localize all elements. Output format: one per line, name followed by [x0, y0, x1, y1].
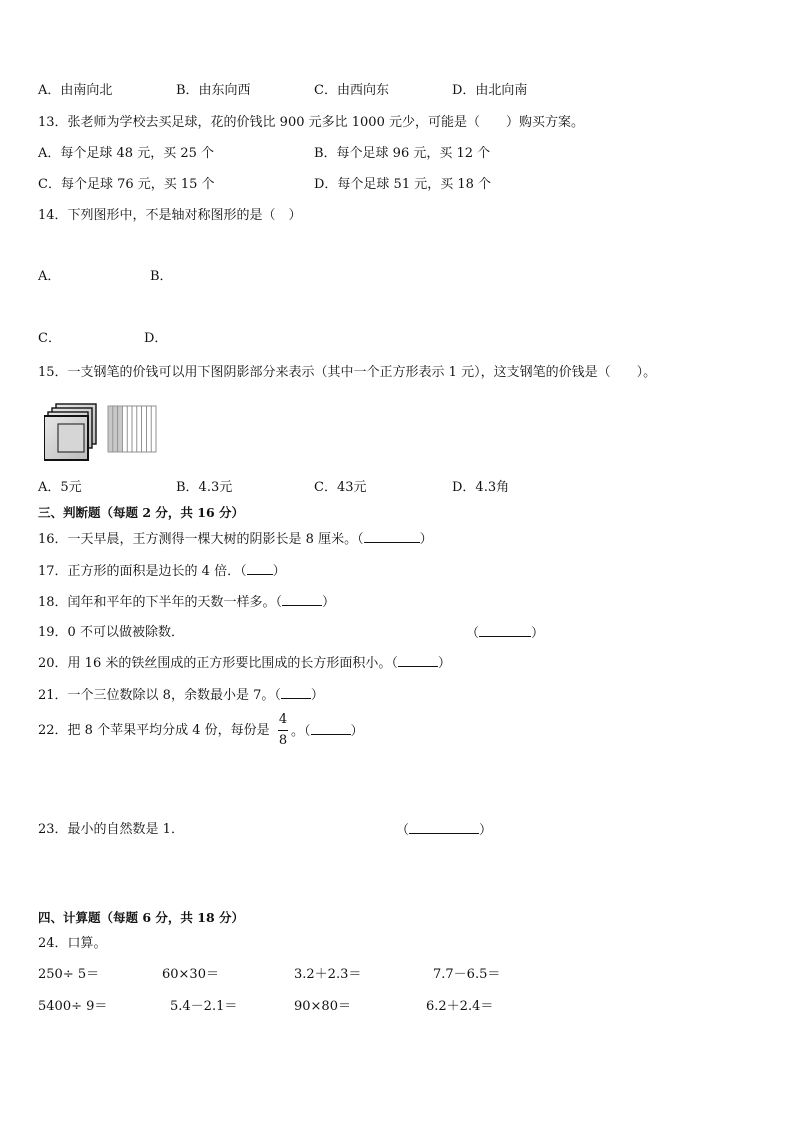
q13-stem: 13．张老师为学校去买足球，花的价钱比 900 元多比 1000 元少，可能是（ ）购买方案。 [38, 115, 584, 130]
q22-fraction-denominator: 8 [278, 733, 288, 748]
q16 [38, 531, 433, 548]
unit-square-4-inner [58, 424, 84, 452]
q15-option-c: C．43元 [314, 480, 367, 495]
q16-close: ） [419, 532, 433, 547]
q22-answer-blank[interactable] [311, 723, 351, 735]
q14-option-a: A． [38, 269, 61, 284]
q19-answer [466, 625, 544, 642]
q22-after: 。（ [291, 724, 311, 739]
q17-close: ） [272, 564, 286, 579]
q16-text: 16．一天早晨，王方测得一棵大树的阴影长是 8 厘米。（ [38, 532, 364, 547]
q12-option-d: D．由北向南 [452, 83, 528, 98]
q12-option-c: C．由西向东 [314, 83, 389, 98]
q22-fraction-bar [278, 730, 288, 731]
q23-close: ） [479, 823, 493, 838]
q19-open: （ [466, 626, 480, 641]
q23-text: 23．最小的自然数是 1． [38, 822, 184, 837]
q18-text: 18．闰年和平年的下半年的天数一样多。（ [38, 595, 283, 610]
q20-text: 20．用 16 米的铁丝围成的正方形要比围成的长方形面积小。（ [38, 656, 398, 671]
calc-1-1: 250÷ 5＝ [38, 967, 100, 982]
q21-answer-blank[interactable] [281, 687, 311, 699]
q19-close: ） [531, 626, 545, 641]
q23-open: （ [396, 823, 410, 838]
calc-2-2: 5.4－2.1＝ [170, 999, 238, 1014]
q21-text: 21．一个三位数除以 8，余数最小是 7。（ [38, 688, 281, 703]
q18 [38, 594, 335, 611]
q12-option-b: B．由东向西 [176, 83, 251, 98]
calc-1-4: 7.7－6.5＝ [433, 967, 501, 982]
q22-text: 22．把 8 个苹果平均分成 4 份，每份是 [38, 723, 270, 738]
q13-option-c: C．每个足球 76 元，买 15 个 [38, 177, 215, 192]
q15-option-a: A．5元 [38, 480, 82, 495]
q17-text: 17．正方形的面积是边长的 4 倍．（ [38, 564, 247, 579]
calc-1-2: 60×30＝ [162, 967, 219, 982]
q14-stem: 14．下列图形中，不是轴对称图形的是（ ） [38, 208, 302, 223]
q20-close: ） [437, 656, 451, 671]
q22-answer [291, 723, 364, 740]
q13-option-b: B．每个足球 96 元，买 12 个 [314, 146, 491, 161]
q21 [38, 687, 324, 704]
q15-option-d: D．4.3角 [452, 480, 510, 495]
q14-option-d: D． [144, 331, 168, 346]
section3-title: 三、判断题（每题 2 分，共 16 分） [38, 505, 245, 520]
q16-answer-blank[interactable] [364, 531, 420, 543]
shaded-tenths [108, 406, 122, 452]
q15-stem: 15．一支钢笔的价钱可以用下图阴影部分来表示（其中一个正方形表示 1 元），这支钢笔的价钱是（ ）。 [38, 365, 657, 380]
q13-option-d: D．每个足球 51 元，买 18 个 [314, 177, 492, 192]
q17-answer-blank[interactable] [247, 563, 273, 575]
q19-answer-blank[interactable] [479, 625, 531, 637]
calc-2-1: 5400÷ 9＝ [38, 999, 108, 1014]
q12-option-a: A．由南向北 [38, 83, 113, 98]
q18-close: ） [322, 595, 336, 610]
q14-option-c: C． [38, 331, 61, 346]
q13-option-a: A．每个足球 48 元，买 25 个 [38, 146, 215, 161]
q24-stem: 24．口算。 [38, 936, 107, 951]
q14-option-b: B． [150, 269, 173, 284]
q17 [38, 563, 286, 580]
calc-1-3: 3.2＋2.3＝ [294, 967, 362, 982]
calc-2-3: 90×80＝ [294, 999, 351, 1014]
q19-text: 19．0 不可以做被除数． [38, 625, 184, 640]
q20 [38, 655, 451, 672]
q23-answer-blank[interactable] [409, 822, 479, 834]
calc-2-4: 6.2＋2.4＝ [426, 999, 494, 1014]
q21-close: ） [310, 688, 324, 703]
q15-price-figure [44, 402, 160, 464]
q18-answer-blank[interactable] [282, 594, 322, 606]
q22-fraction-numerator: 4 [278, 712, 288, 727]
q23-answer [396, 822, 492, 839]
q20-answer-blank[interactable] [398, 655, 438, 667]
section4-title: 四、计算题（每题 6 分，共 18 分） [38, 910, 245, 925]
q15-option-b: B．4.3元 [176, 480, 233, 495]
q22-close: ） [350, 724, 364, 739]
